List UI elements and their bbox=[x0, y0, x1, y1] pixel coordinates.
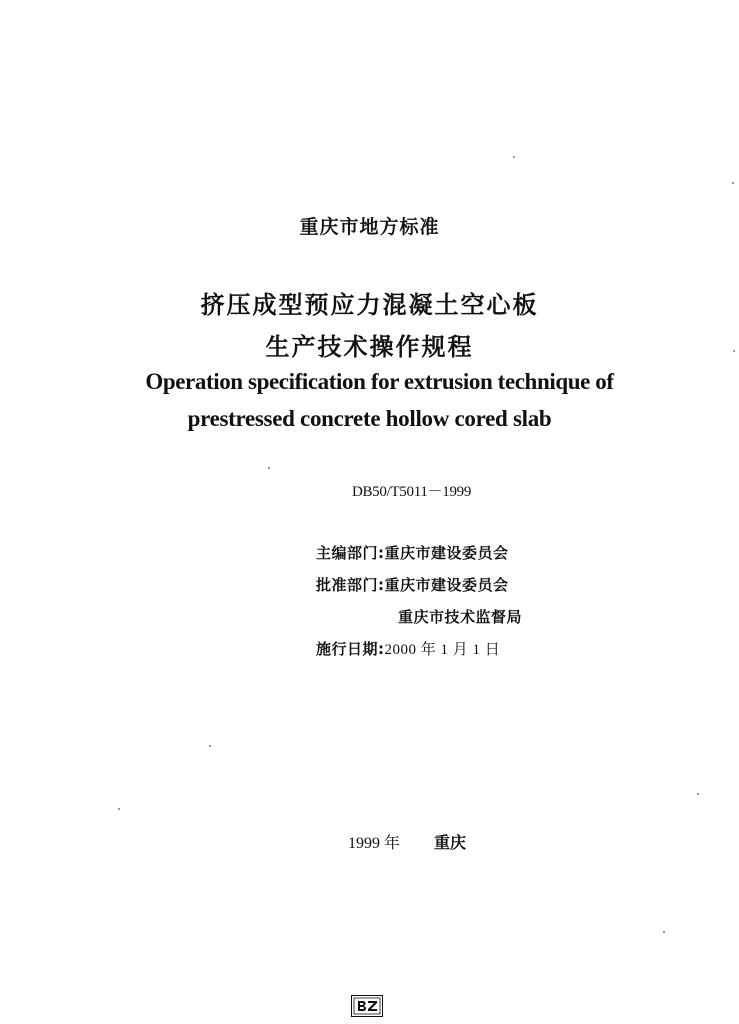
approver-department-row-2 bbox=[398, 606, 522, 627]
publication-city: 重庆 bbox=[434, 833, 467, 852]
editor-department-row bbox=[316, 542, 509, 563]
scan-speck bbox=[733, 350, 735, 352]
title-english-line-1: Operation specification for extrusion technique of bbox=[145, 369, 614, 394]
scan-speck bbox=[268, 467, 270, 469]
scan-speck bbox=[663, 931, 665, 933]
scan-speck bbox=[697, 793, 699, 795]
publication-year: 1999 年 bbox=[348, 835, 401, 852]
publisher-logo-icon bbox=[351, 995, 383, 1017]
effective-date-row bbox=[316, 638, 500, 659]
title-chinese-line-1: 挤压成型预应力混凝土空心板 bbox=[200, 291, 539, 319]
issuing-authority: 重庆市地方标准 bbox=[299, 216, 440, 238]
scan-speck bbox=[732, 182, 734, 184]
scan-speck bbox=[209, 745, 211, 747]
title-chinese-line-2: 生产技术操作规程 bbox=[265, 333, 474, 361]
scan-speck bbox=[513, 156, 515, 158]
approver-value-2: 重庆市技术监督局 bbox=[398, 608, 523, 626]
effective-value: 2000 年 1 月 1 日 bbox=[384, 642, 501, 658]
editor-value: 重庆市建设委员会 bbox=[384, 544, 509, 562]
standard-code: DB50/T5011－1999 bbox=[351, 484, 472, 500]
approver-department-row bbox=[316, 574, 509, 595]
editor-label: 主编部门: bbox=[316, 544, 385, 562]
publication-footer bbox=[348, 830, 466, 853]
approver-label: 批准部门: bbox=[316, 576, 385, 594]
approver-value-1: 重庆市建设委员会 bbox=[384, 576, 509, 594]
effective-label: 施行日期: bbox=[316, 640, 385, 658]
title-english-line-2: prestressed concrete hollow cored slab bbox=[187, 406, 552, 431]
scan-speck bbox=[118, 808, 120, 810]
